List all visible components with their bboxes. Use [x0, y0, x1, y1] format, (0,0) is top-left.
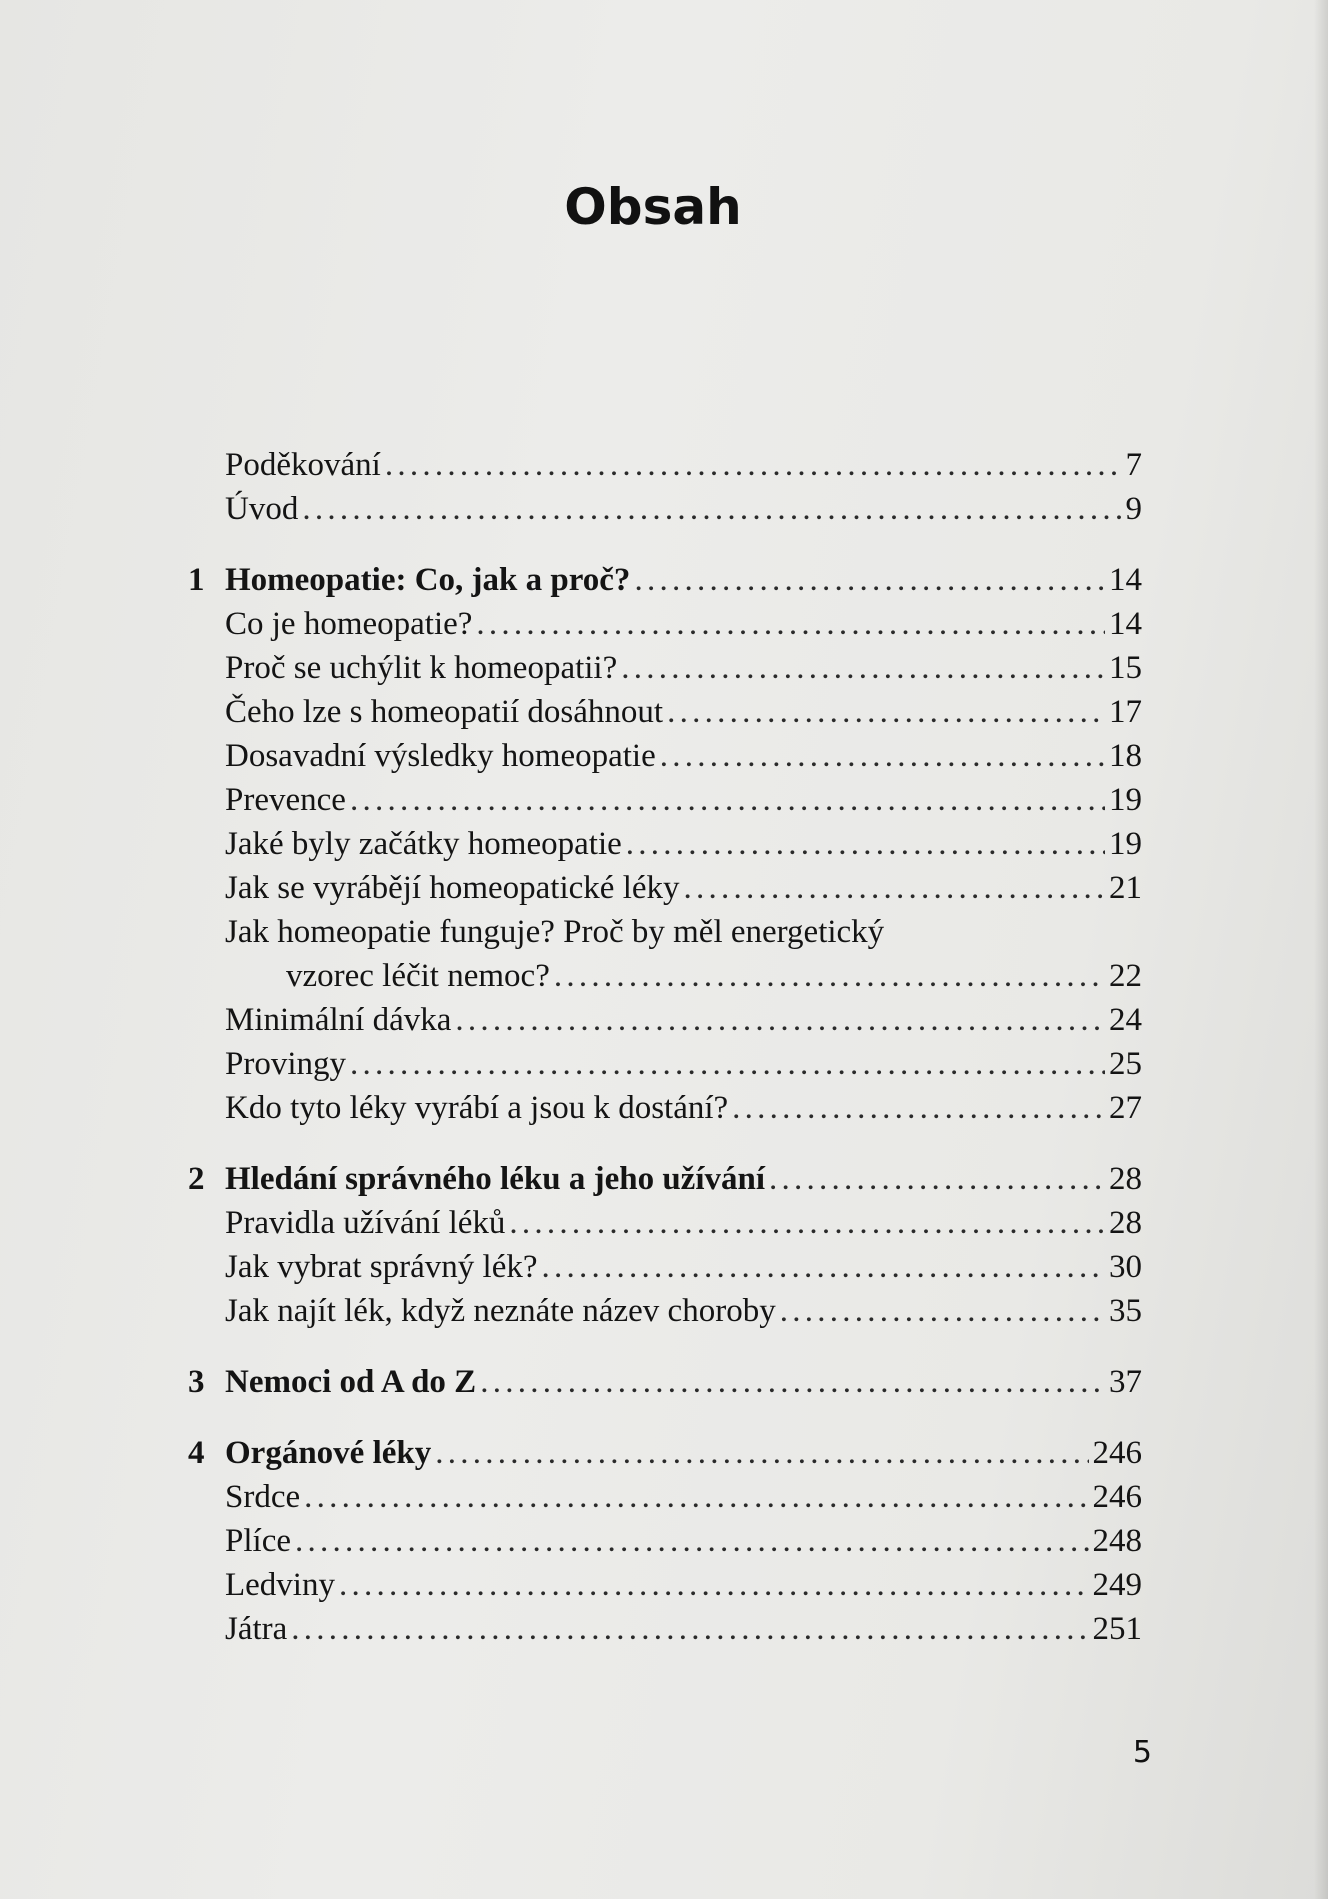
toc-entry-page: 246 [1092, 1479, 1142, 1515]
toc-entry-page: 14 [1109, 606, 1142, 642]
toc-entry-page: 251 [1092, 1611, 1142, 1647]
chapter-page: 14 [1109, 562, 1142, 598]
leader-dots [554, 954, 1105, 998]
toc-entry-label: Prevence [225, 782, 346, 818]
toc-entry-page: 249 [1092, 1567, 1142, 1603]
toc-entry-label: Poděkování [225, 447, 381, 483]
chapter-title: Homeopatie: Co, jak a proč? [225, 562, 631, 598]
toc-entry-page: 21 [1109, 870, 1142, 906]
toc-entry-page: 7 [1125, 447, 1142, 483]
toc-entry-label: Jak se vyrábějí homeopatické léky [225, 870, 680, 906]
leader-dots [304, 1475, 1088, 1519]
toc-entry-page: 27 [1109, 1090, 1142, 1126]
chapter-number: 3 [188, 1364, 205, 1400]
toc-entry[interactable] [190, 1475, 1142, 1519]
toc-entry-label: Plíce [225, 1523, 291, 1559]
toc-entry-label: Provingy [225, 1046, 347, 1082]
toc-entry[interactable] [190, 1086, 1142, 1130]
toc-entry-page: 28 [1109, 1205, 1142, 1241]
leader-dots [350, 778, 1105, 822]
toc-entry-page: 25 [1109, 1046, 1142, 1082]
toc-entry[interactable] [190, 1519, 1142, 1563]
toc-entry-wrapped-line1[interactable] [190, 910, 1142, 954]
toc-entry-label: Proč se uchýlit k homeopatii? [225, 650, 618, 686]
toc-entry-page: 19 [1109, 782, 1142, 818]
leader-dots [621, 646, 1105, 690]
leader-dots [350, 1042, 1105, 1086]
toc-entry[interactable] [190, 646, 1142, 690]
leader-dots [626, 822, 1105, 866]
chapter-number: 4 [188, 1435, 205, 1471]
toc-entry[interactable] [190, 1245, 1142, 1289]
chapter-page: 246 [1092, 1435, 1142, 1471]
toc-entry-label: Pravidla užívání léků [225, 1205, 506, 1241]
toc-entry-page: 30 [1109, 1249, 1142, 1285]
leader-dots [435, 1431, 1088, 1475]
toc-chapter-1[interactable] [190, 558, 1142, 602]
table-of-contents [190, 443, 1142, 1651]
toc-entry-label: Kdo tyto léky vyrábí a jsou k dostání? [225, 1090, 729, 1126]
leader-dots [385, 443, 1122, 487]
toc-entry-page: 248 [1092, 1523, 1142, 1559]
toc-entry[interactable] [190, 1201, 1142, 1245]
toc-entry-page: 19 [1109, 826, 1142, 862]
toc-entry-page: 9 [1125, 491, 1142, 527]
toc-entry-page: 22 [1109, 958, 1142, 994]
leader-dots [509, 1201, 1105, 1245]
leader-dots [634, 558, 1105, 602]
toc-entry-label: Játra [225, 1611, 288, 1647]
toc-entry-label: Jak vybrat správný lék? [225, 1249, 538, 1285]
leader-dots [667, 690, 1105, 734]
toc-chapter-2[interactable] [190, 1157, 1142, 1201]
toc-entry-label: Čeho lze s homeopatií dosáhnout [225, 694, 664, 730]
toc-entry-label: Úvod [225, 491, 299, 527]
toc-entry-page: 35 [1109, 1293, 1142, 1329]
toc-entry[interactable] [190, 998, 1142, 1042]
toc-entry[interactable] [190, 866, 1142, 910]
toc-entry-label: Jak najít lék, když neznáte název choroby [225, 1293, 776, 1329]
chapter-page: 37 [1109, 1364, 1142, 1400]
toc-entry-label: Dosavadní výsledky homeopatie [225, 738, 656, 774]
toc-entry-label: vzorec léčit nemoc? [286, 958, 550, 994]
leader-dots [660, 734, 1105, 778]
toc-entry[interactable] [190, 602, 1142, 646]
page-number: 5 [1132, 1735, 1152, 1770]
toc-entry[interactable] [190, 1607, 1142, 1651]
leader-dots [542, 1245, 1106, 1289]
toc-chapter-3[interactable] [190, 1360, 1142, 1404]
leader-dots [769, 1157, 1105, 1201]
toc-entry-page: 17 [1109, 694, 1142, 730]
leader-dots [339, 1563, 1089, 1607]
toc-entry-label: Jak homeopatie funguje? Proč by měl energetický [225, 914, 885, 950]
toc-entry[interactable] [190, 822, 1142, 866]
toc-entry[interactable] [190, 1289, 1142, 1333]
leader-dots [480, 1360, 1105, 1404]
chapter-page: 28 [1109, 1161, 1142, 1197]
toc-entry-page: 24 [1109, 1002, 1142, 1038]
toc-entry-label: Ledviny [225, 1567, 335, 1603]
leader-dots [684, 866, 1105, 910]
chapter-title: Nemoci od A do Z [225, 1364, 477, 1400]
toc-entry[interactable] [190, 778, 1142, 822]
leader-dots [295, 1519, 1089, 1563]
toc-entry-page: 15 [1109, 650, 1142, 686]
leader-dots [291, 1607, 1088, 1651]
toc-entry-page: 18 [1109, 738, 1142, 774]
toc-entry-label: Jaké byly začátky homeopatie [225, 826, 622, 862]
toc-entry-introduction[interactable] [190, 487, 1142, 531]
toc-entry-acknowledgements[interactable] [190, 443, 1142, 487]
toc-entry-label: Minimální dávka [225, 1002, 452, 1038]
toc-entry[interactable] [190, 690, 1142, 734]
toc-entry-label: Srdce [225, 1479, 301, 1515]
leader-dots [780, 1289, 1105, 1333]
chapter-number: 1 [188, 562, 205, 598]
leader-dots [732, 1086, 1105, 1130]
toc-entry-wrapped-line2[interactable] [190, 954, 1142, 998]
leader-dots [302, 487, 1121, 531]
chapter-title: Hledání správného léku a jeho užívání [225, 1161, 766, 1197]
chapter-number: 2 [188, 1161, 205, 1197]
toc-entry-label: Co je homeopatie? [225, 606, 473, 642]
page-title: Obsah [564, 178, 742, 236]
toc-entry[interactable] [190, 1042, 1142, 1086]
chapter-title: Orgánové léky [225, 1435, 432, 1471]
toc-chapter-4[interactable] [190, 1431, 1142, 1475]
toc-entry[interactable] [190, 1563, 1142, 1607]
leader-dots [455, 998, 1105, 1042]
leader-dots [476, 602, 1105, 646]
toc-entry[interactable] [190, 734, 1142, 778]
